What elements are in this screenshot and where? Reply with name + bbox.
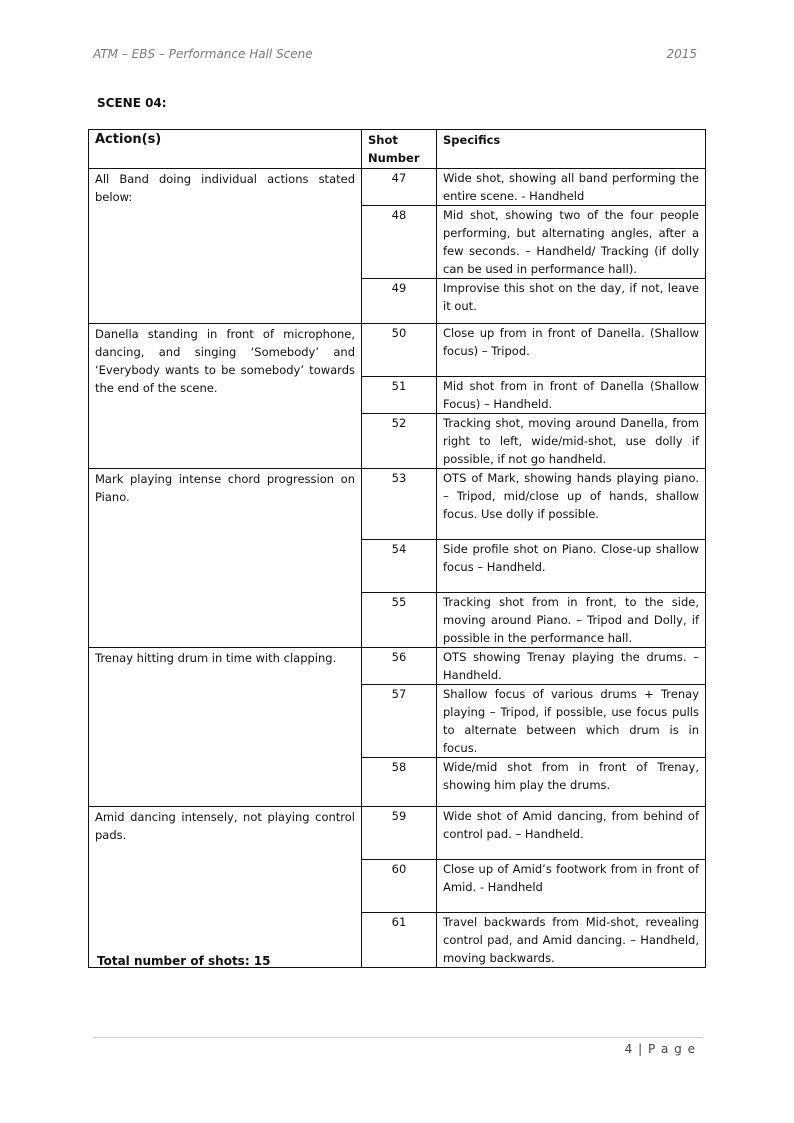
scene-title: SCENE 04: (97, 96, 167, 110)
shot-number-cell: 56 (362, 648, 437, 685)
shot-number-cell: 61 (362, 913, 437, 968)
specifics-cell: Tracking shot from in front, to the side, moving around Piano. – Tripod and Dolly, if possible in the performance hall. (437, 593, 706, 648)
action-cell: Danella standing in front of microphone, dancing, and singing ‘Somebody’ and ‘Everybody wants to be somebody’ towards the end of the scene. (89, 324, 362, 469)
shot-number-cell: 53 (362, 469, 437, 540)
specifics-cell: Travel backwards from Mid-shot, revealing control pad, and Amid dancing. – Handheld, moving backwards. (437, 913, 706, 968)
header-title: ATM – EBS – Performance Hall Scene (93, 47, 313, 61)
shot-number-cell: 57 (362, 685, 437, 758)
shot-number-cell: 58 (362, 758, 437, 807)
specifics-cell: Side profile shot on Piano. Close-up shallow focus – Handheld. (437, 540, 706, 593)
shot-number-cell: 52 (362, 414, 437, 469)
footer-divider (93, 1037, 703, 1038)
action-cell: Trenay hitting drum in time with clapping. (89, 648, 362, 807)
table-row (89, 648, 706, 685)
specifics-cell: Wide shot, showing all band performing the entire scene. - Handheld (437, 169, 706, 206)
shot-number-cell: 59 (362, 807, 437, 860)
shot-number-cell: 60 (362, 860, 437, 913)
shot-number-cell: 47 (362, 169, 437, 206)
header-shot-number: Shot Number (362, 130, 437, 169)
header-specifics: Specifics (437, 130, 706, 169)
shot-number-cell: 50 (362, 324, 437, 377)
specifics-cell: Wide shot of Amid dancing, from behind of control pad. – Handheld. (437, 807, 706, 860)
header-year: 2015 (666, 47, 697, 61)
table-row (89, 807, 706, 860)
specifics-cell: Close up of Amid’s footwork from in front of Amid. - Handheld (437, 860, 706, 913)
specifics-cell: Wide/mid shot from in front of Trenay, showing him play the drums. (437, 758, 706, 807)
shot-number-cell: 51 (362, 377, 437, 414)
shot-number-cell: 54 (362, 540, 437, 593)
specifics-cell: OTS showing Trenay playing the drums. – Handheld. (437, 648, 706, 685)
shot-number-cell: 48 (362, 206, 437, 279)
table-row (89, 469, 706, 540)
shot-list-table (88, 129, 706, 968)
action-cell: Amid dancing intensely, not playing control pads. (89, 807, 362, 968)
specifics-cell: Tracking shot, moving around Danella, from right to left, wide/mid-shot, use dolly if possible, if not go handheld. (437, 414, 706, 469)
table-row (89, 169, 706, 206)
specifics-cell: Improvise this shot on the day, if not, leave it out. (437, 279, 706, 324)
header-action: Action(s) (89, 130, 362, 169)
specifics-cell: OTS of Mark, showing hands playing piano. – Tripod, mid/close up of hands, shallow focus. Use dolly if possible. (437, 469, 706, 540)
specifics-cell: Close up from in front of Danella. (Shallow focus) – Tripod. (437, 324, 706, 377)
table-row (89, 324, 706, 377)
shot-number-cell: 49 (362, 279, 437, 324)
specifics-cell: Shallow focus of various drums + Trenay playing – Tripod, if possible, use focus pulls to alternate between which drum is in focus. (437, 685, 706, 758)
action-cell: All Band doing individual actions stated below: (89, 169, 362, 324)
total-shots: Total number of shots: 15 (97, 954, 271, 968)
action-cell: Mark playing intense chord progression on Piano. (89, 469, 362, 648)
page-number: 4 | P a g e (624, 1042, 696, 1056)
table-header-row (89, 130, 706, 169)
specifics-cell: Mid shot, showing two of the four people performing, but alternating angles, after a few seconds. – Handheld/ Tracking (if dolly can be used in performance hall). (437, 206, 706, 279)
shot-number-cell: 55 (362, 593, 437, 648)
specifics-cell: Mid shot from in front of Danella (Shallow Focus) – Handheld. (437, 377, 706, 414)
